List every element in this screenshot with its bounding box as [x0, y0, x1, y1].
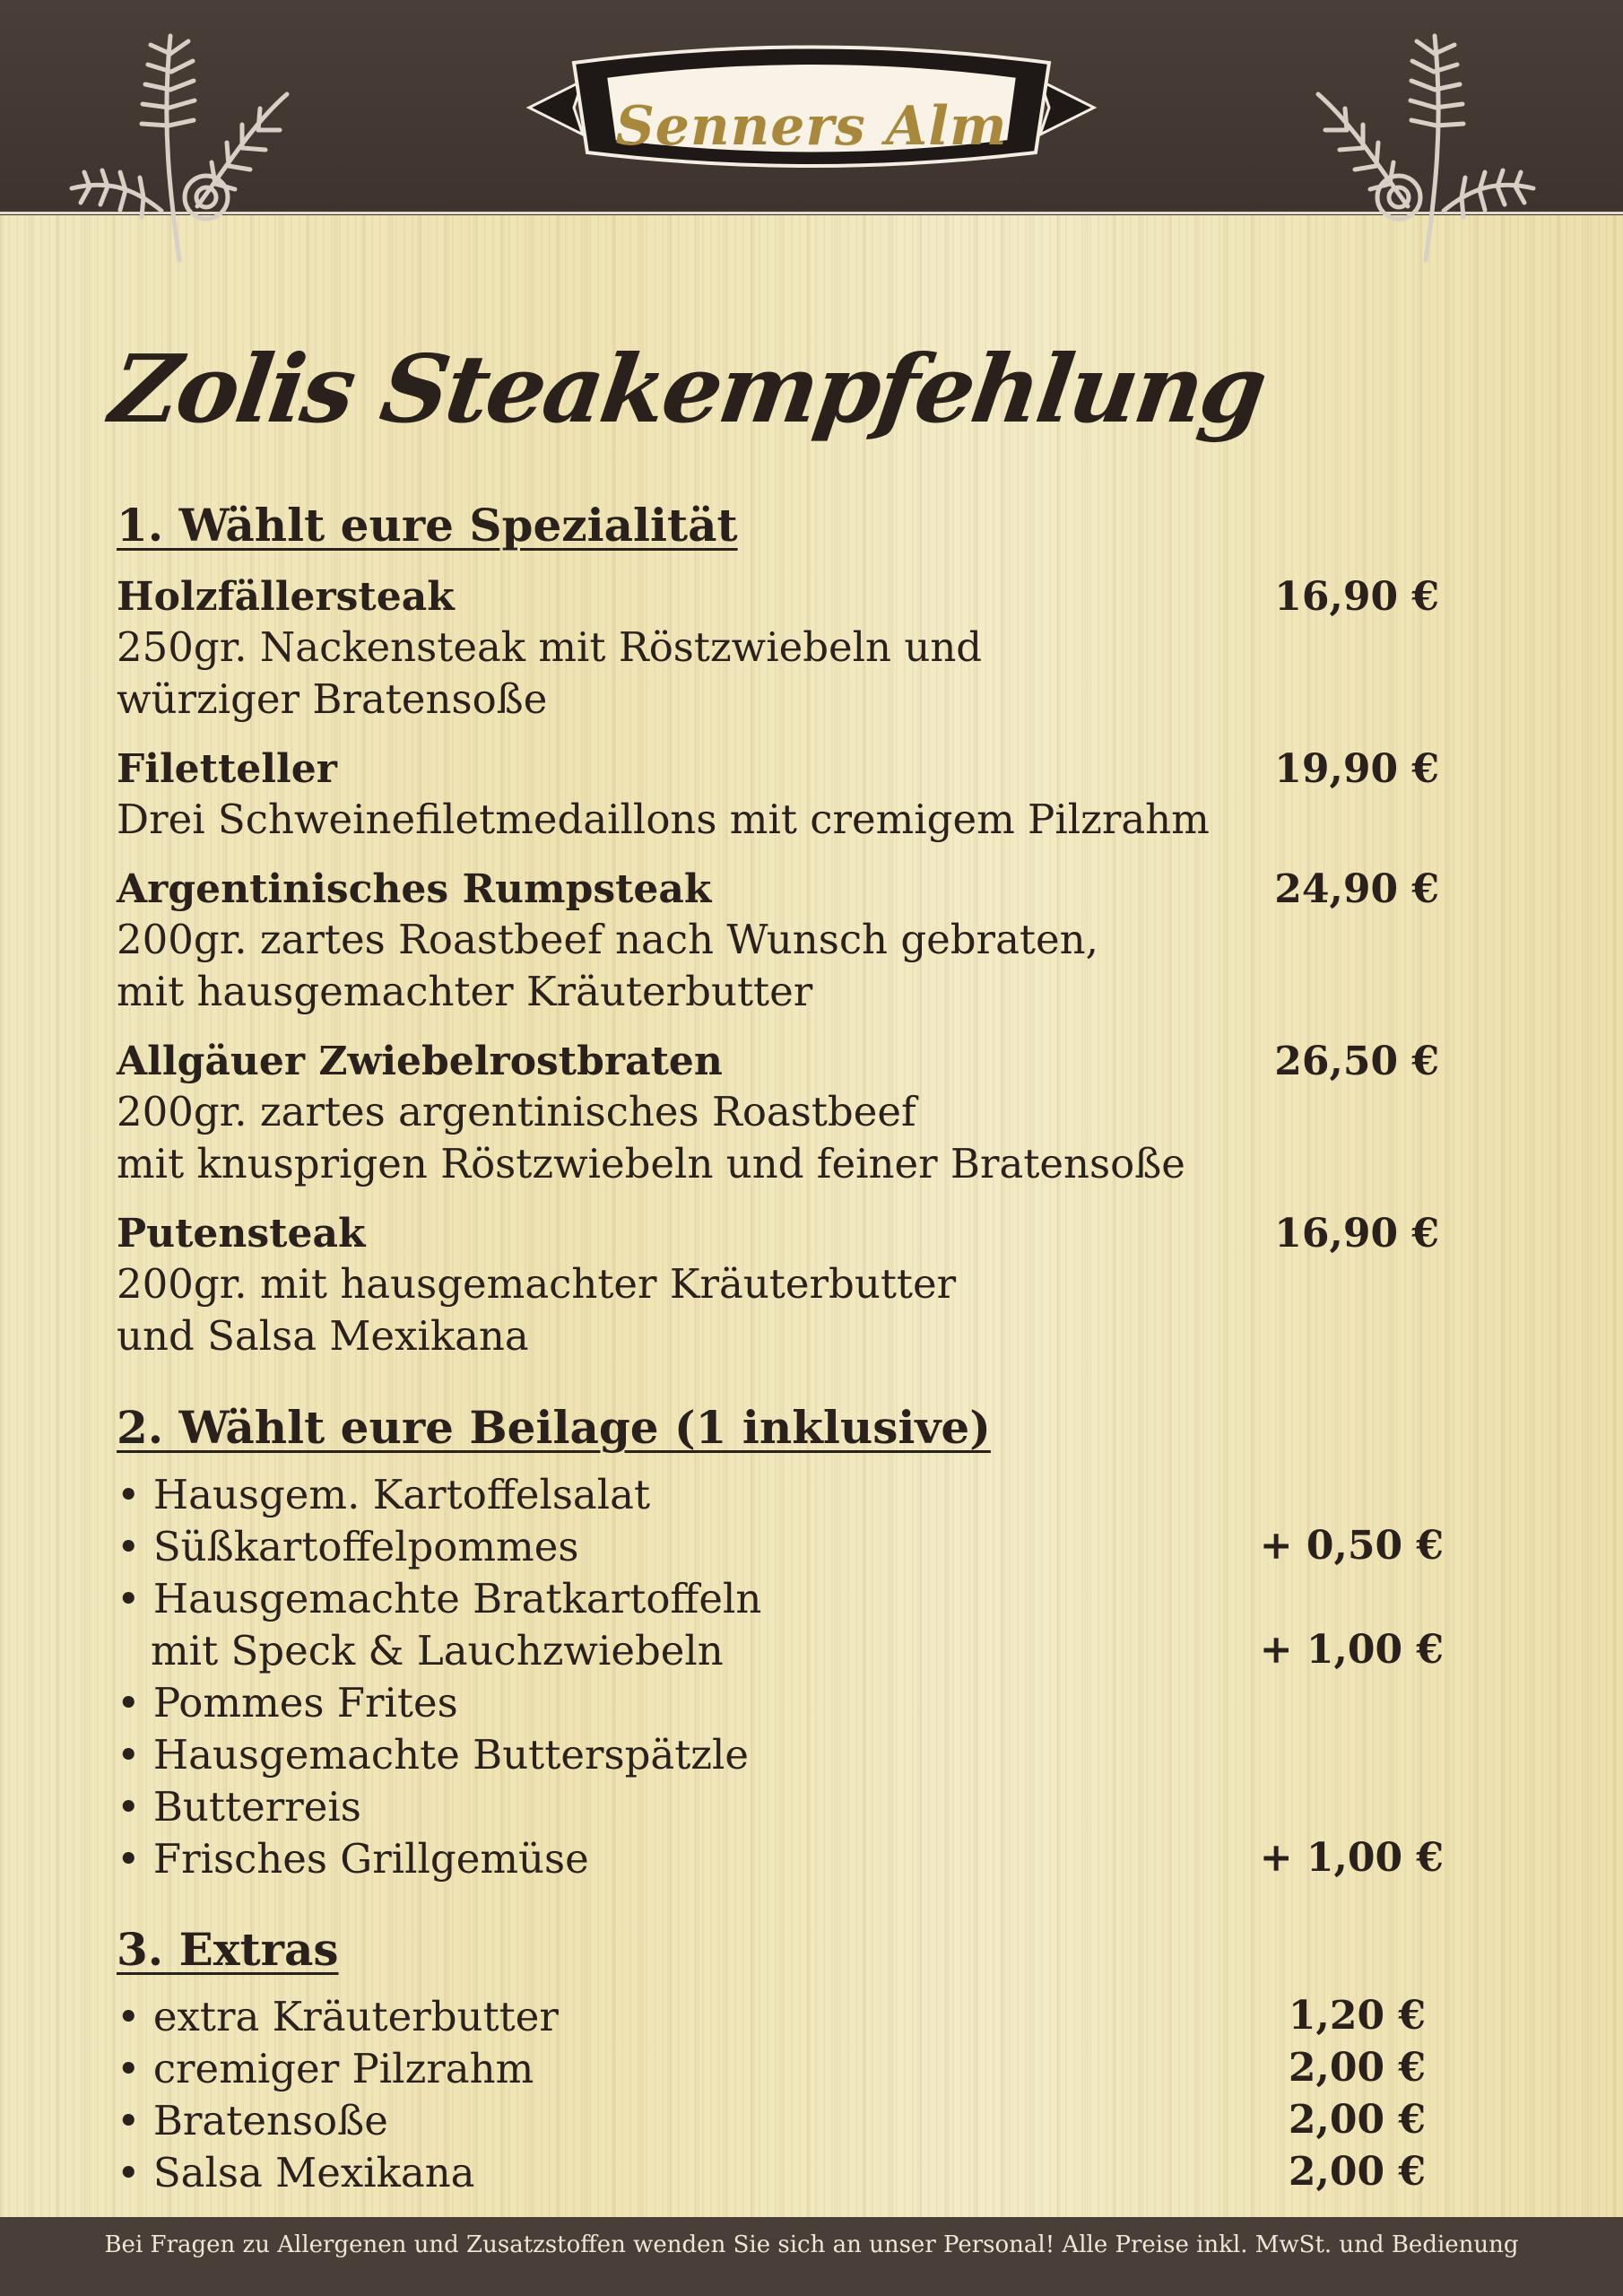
side-surcharge: + 0,50 €: [1259, 1523, 1444, 1569]
side-surcharge: + 1,00 €: [1259, 1627, 1444, 1673]
side-item: • Hausgemachte Butterspätzle: [117, 1731, 750, 1779]
fir-branch-icon: [63, 18, 314, 269]
side-surcharge: + 1,00 €: [1259, 1835, 1444, 1881]
menu-item-name: Holzfällersteak: [117, 574, 455, 620]
extra-item: • Salsa Mexikana: [117, 2149, 475, 2196]
side-item: • Pommes Frites: [117, 1679, 458, 1726]
menu-item-desc: mit knusprigen Röstzwiebeln und feiner Bratensoße: [117, 1140, 1185, 1187]
side-item: • Hausgem. Kartoffelsalat: [117, 1471, 651, 1518]
section-heading-sides: 2. Wählt eure Beilage (1 inklusive): [117, 1401, 991, 1454]
extra-price: 2,00 €: [1288, 2149, 1426, 2195]
extra-item: • cremiger Pilzrahm: [117, 2045, 534, 2092]
menu-item-price: 19,90 €: [1274, 746, 1439, 792]
side-item: • Butterreis: [117, 1783, 361, 1831]
side-item-continuation: mit Speck & Lauchzwiebeln: [151, 1627, 724, 1674]
section-heading-extras: 3. Extras: [117, 1923, 339, 1976]
extra-item: • Bratensoße: [117, 2097, 388, 2144]
section-heading-specialty: 1. Wählt eure Spezialität: [117, 499, 738, 552]
menu-item-desc: Drei Schweinefiletmedaillons mit cremigem Pilzrahm: [117, 796, 1210, 843]
side-item: • Hausgemachte Bratkartoffeln: [117, 1575, 762, 1622]
fir-branch-icon: [1291, 18, 1542, 269]
menu-item-name: Allgäuer Zwiebelrostbraten: [117, 1039, 723, 1084]
extra-price: 2,00 €: [1288, 2097, 1426, 2143]
footer-note: Bei Fragen zu Allergenen und Zusatzstoffen wenden Sie sich an unser Personal! Alle Preise inkl. MwSt. und Bedienung: [104, 2231, 1519, 2258]
menu-item-desc: 200gr. zartes Roastbeef nach Wunsch gebraten,: [117, 916, 1098, 963]
menu-item-name: Argentinisches Rumpsteak: [117, 866, 712, 912]
menu-item-price: 26,50 €: [1274, 1039, 1439, 1084]
extra-price: 1,20 €: [1288, 1993, 1426, 2039]
extra-item: • extra Kräuterbutter: [117, 1993, 559, 2040]
side-item: • Süßkartoffelpommes: [117, 1523, 579, 1570]
menu-item-price: 24,90 €: [1274, 866, 1439, 912]
logo-text: Senners Alm: [615, 95, 1008, 158]
menu-item-desc: und Salsa Mexikana: [117, 1312, 529, 1360]
menu-item-desc: 200gr. mit hausgemachter Kräuterbutter: [117, 1260, 957, 1308]
logo: [520, 36, 1103, 179]
page-title: Zolis Steakempfehlung: [104, 334, 1271, 444]
menu-item-desc: würziger Bratensoße: [117, 675, 548, 723]
menu-item-name: Filetteller: [117, 746, 337, 792]
menu-item-desc: 250gr. Nackensteak mit Röstzwiebeln und: [117, 623, 983, 671]
menu-item-desc: mit hausgemachter Kräuterbutter: [117, 968, 813, 1015]
side-item: • Frisches Grillgemüse: [117, 1835, 589, 1883]
menu-item-name: Putensteak: [117, 1211, 366, 1257]
menu-item-price: 16,90 €: [1274, 1211, 1439, 1257]
menu-item-desc: 200gr. zartes argentinisches Roastbeef: [117, 1088, 916, 1135]
extra-price: 2,00 €: [1288, 2045, 1426, 2091]
menu-item-price: 16,90 €: [1274, 574, 1439, 620]
